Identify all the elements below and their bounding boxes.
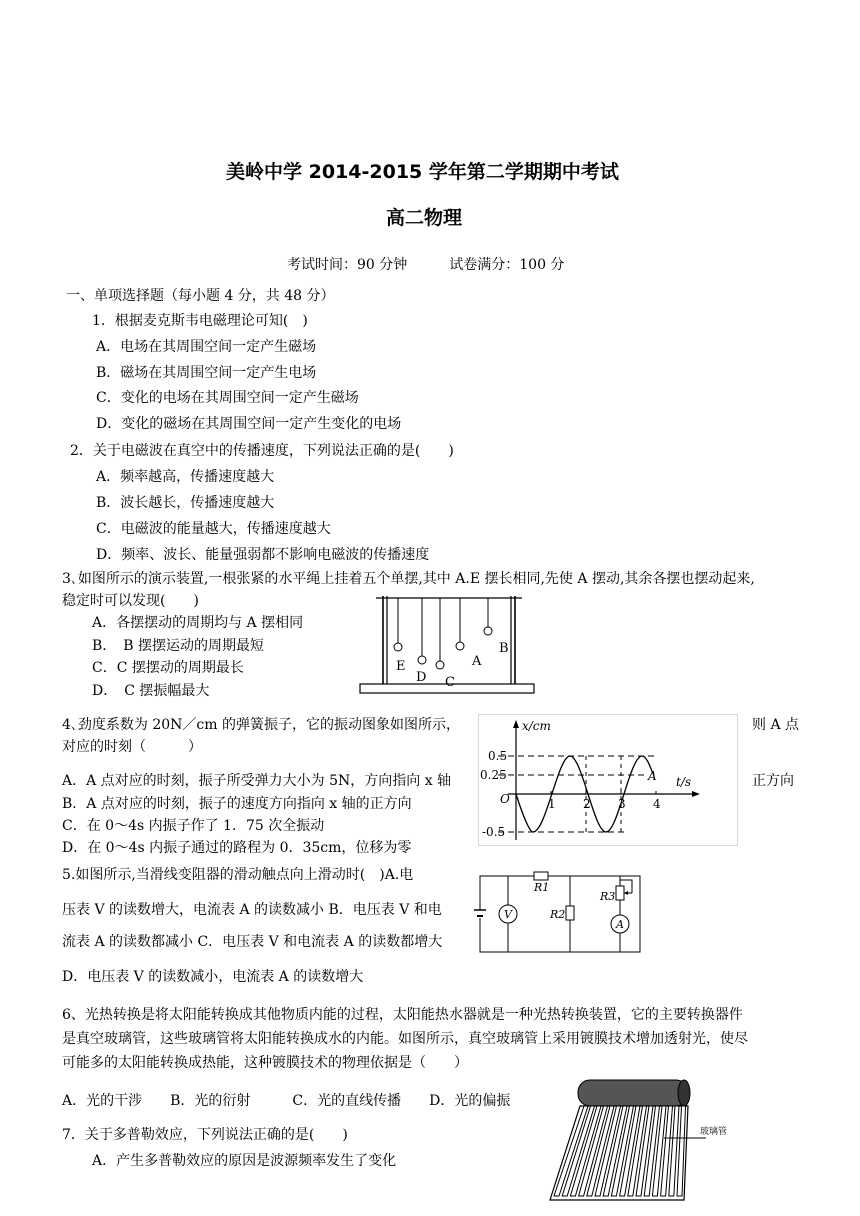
q4-option-c: C．在 0～4s 内振子作了 1．75 次全振动: [62, 818, 325, 834]
circuit-r1-label: R1: [534, 881, 550, 894]
graph-y-tick-top: 0.5: [488, 749, 508, 763]
q4-stem-line1-right: 则 A 点: [752, 717, 800, 733]
q1-option-c: C．变化的电场在其周围空间一定产生磁场: [96, 390, 359, 406]
q4-stem-line1: 4､劲度系数为 20N／cm 的弹簧振子，它的振动图象如图所示，: [62, 717, 460, 733]
oscillation-graph: [478, 714, 738, 846]
q2-option-c: C．电磁波的能量越大，传播速度越大: [96, 521, 331, 537]
pendulum-label-e: E: [396, 659, 406, 674]
q1-stem: 1．根据麦克斯韦电磁理论可知( ): [92, 313, 308, 329]
q3-option-c: C．C 摆摆动的周期最长: [92, 660, 244, 676]
graph-x-label: t/s: [676, 775, 692, 789]
pendulum-label-a: A: [472, 654, 482, 669]
q5-line2: 压表 V 的读数增大，电流表 A 的读数减小 B．电压表 V 和电: [62, 902, 442, 918]
pendulum-label-c: C: [445, 675, 455, 690]
q3-stem-line2: 稳定时可以发现( ): [62, 593, 199, 609]
q7-stem: 7．关于多普勒效应，下列说法正确的是( ): [62, 1127, 348, 1143]
graph-x-tick-3: 3: [618, 797, 626, 811]
pendulum-figure: [358, 590, 538, 696]
q4-option-a: A．A 点对应的时刻，振子所受弹力大小为 5N，方向指向 x 轴: [62, 773, 452, 789]
q4-option-d: D．在 0～4s 内振子通过的路程为 0．35cm，位移为零: [62, 840, 412, 856]
q4-option-b: B．A 点对应的时刻，振子的速度方向指向 x 轴的正方向: [62, 796, 412, 812]
circuit-r3-label: R3: [600, 890, 616, 903]
circuit-ammeter-label: A: [616, 918, 624, 931]
q4-stem-line2: 对应的时刻（ ）: [62, 739, 202, 755]
q5-line3: 流表 A 的读数都减小 C．电压表 V 和电流表 A 的读数都增大: [62, 934, 443, 950]
graph-origin: O: [500, 792, 510, 806]
subject-title: 高二物理: [386, 207, 463, 229]
q6-line1: 6、光热转换是将太阳能转换成其他物质内能的过程，太阳能热水器就是一种光热转换装置，它的主要转换器件: [62, 1007, 743, 1023]
q7-option-a: A．产生多普勒效应的原因是波源频率发生了变化: [92, 1153, 397, 1169]
section-heading: 一、单项选择题（每小题 4 分，共 48 分）: [66, 288, 335, 304]
q1-option-b: B．磁场在其周围空间一定产生电场: [96, 365, 317, 381]
q6-line2: 是真空玻璃管，这些玻璃管将太阳能转换成水的内能。如图所示，真空玻璃管上采用镀膜技术增加透射光，使尽: [62, 1031, 748, 1047]
q6-line3: 可能多的太阳能转换成热能，这种镀膜技术的物理依据是（ ）: [62, 1055, 468, 1071]
solar-heater-figure: [544, 1076, 744, 1212]
graph-y-tick-mid: 0.25: [480, 768, 507, 782]
q5-line4: D．电压表 V 的读数减小，电流表 A 的读数增大: [62, 969, 364, 985]
q5-line1: 5.如图所示,当滑线变阻器的滑动触点向上滑动时( )A.电: [62, 867, 414, 883]
graph-x-tick-1: 1: [548, 797, 556, 811]
graph-point-a: A: [648, 769, 657, 783]
q6-options: A．光的干涉 B．光的衍射 C．光的直线传播 D．光的偏振: [62, 1093, 511, 1109]
q1-option-a: A．电场在其周围空间一定产生磁场: [96, 339, 317, 355]
graph-x-tick-2: 2: [583, 797, 591, 811]
q2-option-b: B．波长越长，传播速度越大: [96, 495, 275, 511]
exam-info: 考试时间：90 分钟 试卷满分：100 分: [287, 257, 565, 273]
pendulum-label-d: D: [416, 670, 427, 685]
q2-stem: 2．关于电磁波在真空中的传播速度，下列说法正确的是( ): [70, 443, 454, 459]
q3-option-a: A．各摆摆动的周期均与 A 摆相同: [92, 615, 304, 631]
q1-option-d: D．变化的磁场在其周围空间一定产生变化的电场: [96, 416, 402, 432]
exam-title: 美岭中学 2014-2015 学年第二学期期中考试: [226, 161, 619, 183]
glass-tube-label: 玻璃管: [700, 1127, 728, 1137]
circuit-diagram: [474, 866, 654, 958]
graph-y-label: x/cm: [522, 719, 551, 733]
circuit-r2-label: R2: [550, 908, 566, 921]
circuit-voltmeter-label: V: [504, 908, 512, 921]
pendulum-label-b: B: [499, 641, 509, 656]
q3-option-d: D． C 摆振幅最大: [92, 683, 210, 699]
q2-option-a: A．频率越高，传播速度越大: [96, 469, 275, 485]
q3-stem-line1: 3､如图所示的演示装置,一根张紧的水平绳上挂着五个单摆,其中 A.E 摆长相同,先使 A 摆动,其余各摆也摆动起来,: [62, 571, 755, 587]
q4-option-a-right: 正方向: [752, 773, 794, 789]
graph-y-tick-bottom: -0.5: [482, 825, 506, 839]
q3-option-b: B． B 摆摆运动的周期最短: [92, 638, 265, 654]
q2-option-d: D．频率、波长、能量强弱都不影响电磁波的传播速度: [96, 547, 430, 563]
graph-x-tick-4: 4: [653, 797, 661, 811]
